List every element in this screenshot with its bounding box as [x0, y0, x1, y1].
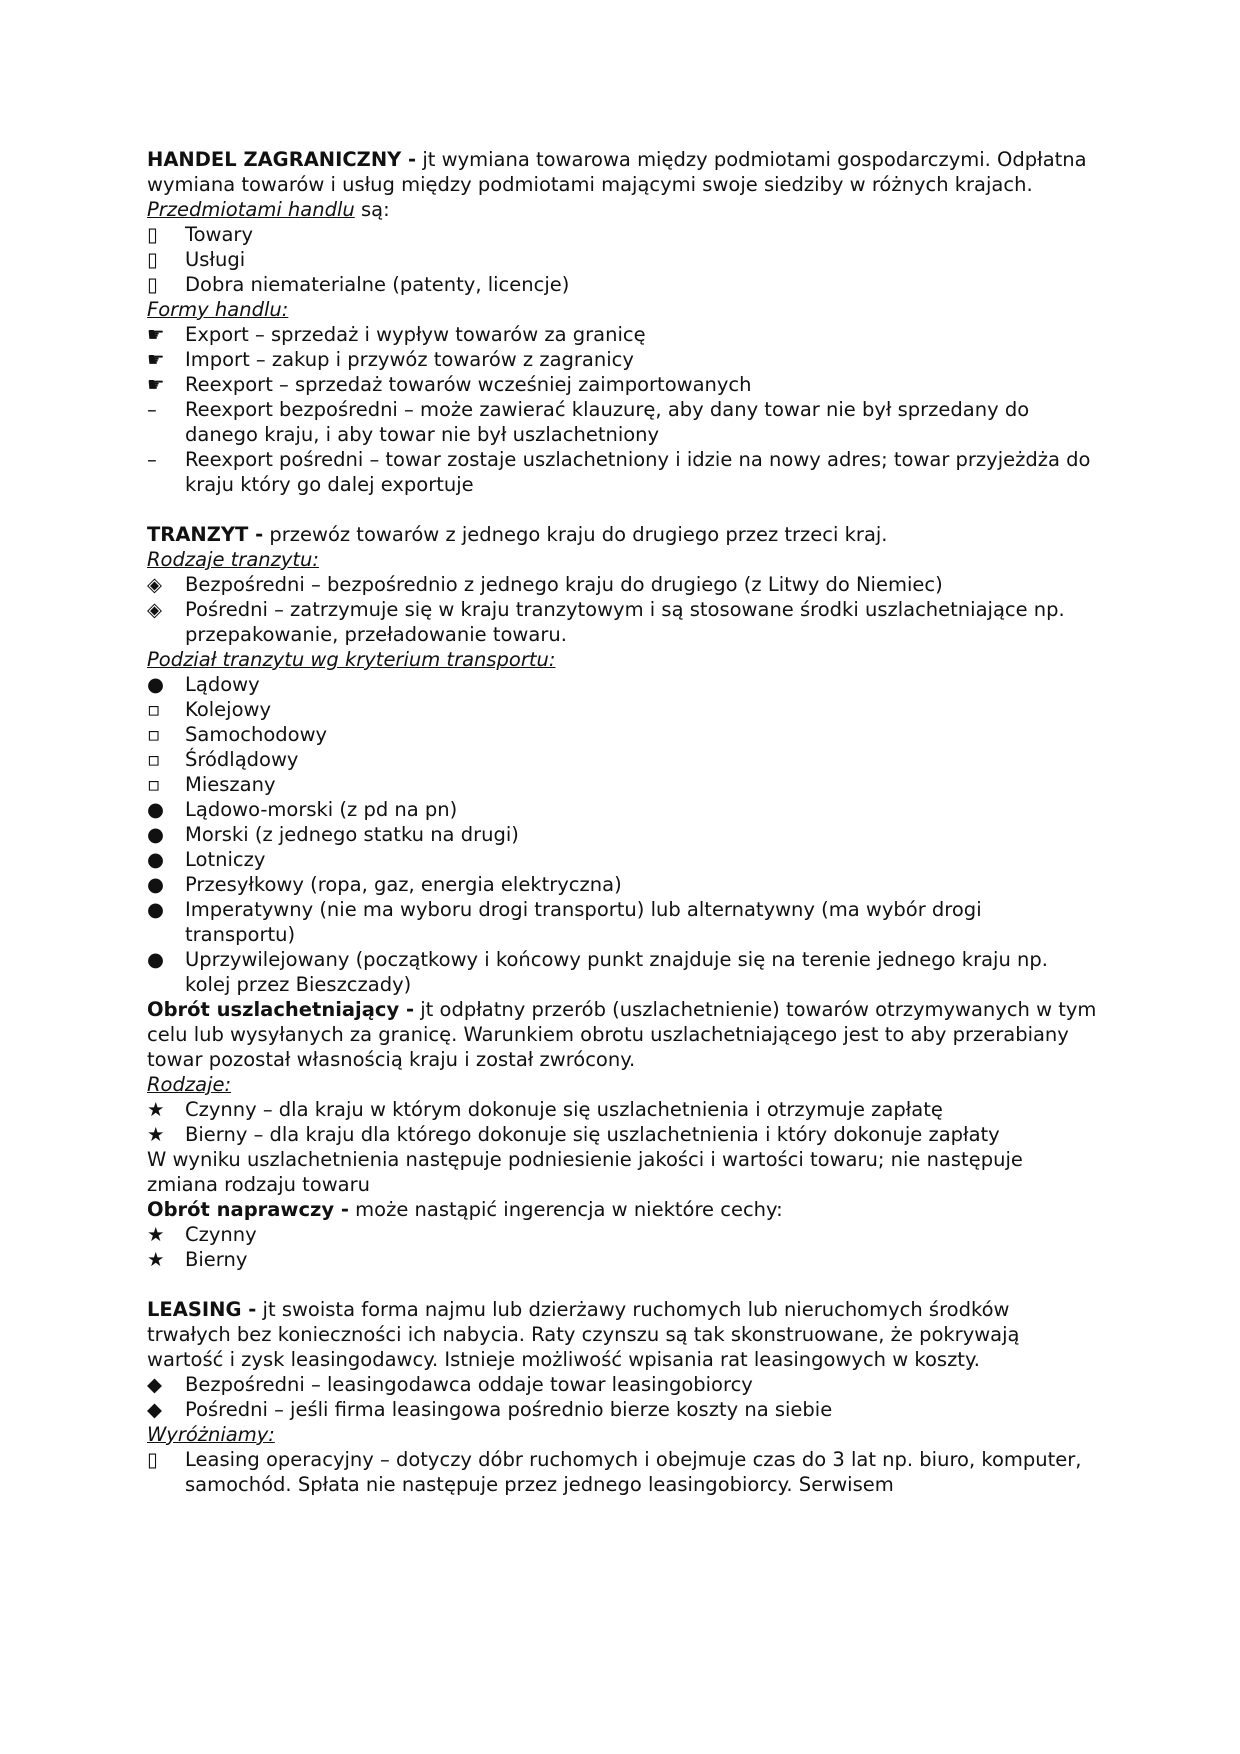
- star-bullet-icon: ★: [147, 1123, 165, 1146]
- list-item-text: Import – zakup i przywóz towarów z zagranicy: [185, 348, 634, 371]
- list-item: [147, 447, 1097, 497]
- list-item: [147, 1247, 1097, 1272]
- leasing-definition: LEASING - jt swoista forma najmu lub dzierżawy ruchomych lub nieruchomych środków trwałych bez konieczności ich nabycia. Raty czynszu są tak skonstruowane, że pokrywają wartość i zysk leasingodawcy. Istnieje możliwość wpisania rat leasingowych w koszty.: [147, 1298, 1020, 1371]
- obrot-napr-title: Obrót naprawczy -: [147, 1198, 349, 1221]
- obrot-rodzaje-list: [147, 1097, 1097, 1147]
- hand-bullet-icon: ☛: [147, 373, 165, 396]
- list-item-text: Reexport bezpośredni – może zawierać klauzurę, aby dany towar nie był sprzedany do danego kraju, i aby towar nie był uszlachetniony: [185, 398, 1030, 446]
- diamond-dot-bullet-icon: ◈: [147, 573, 162, 596]
- list-item-text: Pośredni – jeśli firma leasingowa pośrednio bierze koszty na siebie: [185, 1398, 833, 1421]
- square-bullet-icon: ▫: [147, 698, 161, 721]
- list-item: [147, 772, 1097, 797]
- list-item: [147, 747, 1097, 772]
- list-item: [147, 597, 1097, 647]
- leasing-rodzaje-list: [147, 1372, 1097, 1422]
- box-bullet-icon: ▯: [147, 248, 158, 271]
- list-item: [147, 272, 1097, 297]
- obrot-napr-definition: Obrót naprawczy - może nastąpić ingerencja w niektóre cechy:: [147, 1198, 783, 1221]
- list-item: [147, 347, 1097, 372]
- list-item-text: Bierny – dla kraju dla którego dokonuje się uszlachetnienia i który dokonuje zapłaty: [185, 1123, 1000, 1146]
- list-item-text: Reexport – sprzedaż towarów wcześniej zaimportowanych: [185, 373, 752, 396]
- list-item-text: Pośredni – zatrzymuje się w kraju tranzytowym i są stosowane środki uszlachetniające np. przepakowanie, przeładowanie towaru.: [185, 598, 1065, 646]
- list-item-text: Usługi: [185, 248, 246, 271]
- handel-definition: HANDEL ZAGRANICZNY - jt wymiana towarowa między podmiotami gospodarczymi. Odpłatna wymiana towarów i usług między podmiotami mającymi swoje siedziby w różnych krajach.: [147, 148, 1087, 196]
- list-item: [147, 722, 1097, 747]
- list-item: [147, 847, 1097, 872]
- list-item: [147, 247, 1097, 272]
- list-item-text: Przesyłkowy (ropa, gaz, energia elektryczna): [185, 873, 622, 896]
- box-bullet-icon: ▯: [147, 223, 158, 246]
- list-item: [147, 1397, 1097, 1422]
- list-item: [147, 1222, 1097, 1247]
- list-item: [147, 572, 1097, 597]
- przedmioty-list: [147, 222, 1097, 297]
- list-item: [147, 672, 1097, 697]
- hand-bullet-icon: ☛: [147, 348, 165, 371]
- list-item: [147, 1447, 1097, 1497]
- list-item: [147, 822, 1097, 847]
- formy-list: [147, 322, 1097, 397]
- list-item-text: Samochodowy: [185, 723, 328, 746]
- list-item: [147, 1372, 1097, 1397]
- przedmioty-heading: Przedmiotami handlu są:: [147, 198, 390, 221]
- dot-bullet-icon: ●: [147, 948, 165, 971]
- star-bullet-icon: ★: [147, 1248, 165, 1271]
- list-item-text: Uprzywilejowany (początkowy i końcowy punkt znajduje się na terenie jednego kraju np. kolej przez Bieszczady): [185, 948, 1048, 996]
- obrot-rodzaje-heading: Rodzaje:: [147, 1073, 232, 1096]
- list-item: [147, 222, 1097, 247]
- list-item: [147, 1122, 1097, 1147]
- list-item: [147, 397, 1097, 447]
- list-item-text: Leasing operacyjny – dotyczy dóbr ruchomych i obejmuje czas do 3 lat np. biuro, komputer, samochód. Spłata nie następuje przez jednego leasingobiorcy. Serwisem: [185, 1448, 1082, 1496]
- list-item-text: Bierny: [185, 1248, 248, 1271]
- dash-bullet-icon: –: [147, 448, 157, 471]
- wyrozniamy-list: [147, 1447, 1097, 1497]
- podzial-heading: Podział tranzytu wg kryterium transportu:: [147, 648, 556, 671]
- list-item-text: Śródlądowy: [185, 748, 299, 771]
- dot-bullet-icon: ●: [147, 823, 165, 846]
- podzial-list: [147, 672, 1097, 997]
- list-item-text: Imperatywny (nie ma wyboru drogi transportu) lub alternatywny (ma wybór drogi transportu): [185, 898, 982, 946]
- list-item-text: Towary: [185, 223, 253, 246]
- list-item-text: Kolejowy: [185, 698, 271, 721]
- square-bullet-icon: ▫: [147, 748, 161, 771]
- document-page: [147, 147, 1097, 1497]
- list-item: [147, 797, 1097, 822]
- dot-bullet-icon: ●: [147, 673, 165, 696]
- list-item: [147, 1097, 1097, 1122]
- list-item: [147, 697, 1097, 722]
- list-item-text: Bezpośredni – leasingodawca oddaje towar leasingobiorcy: [185, 1373, 753, 1396]
- dash-bullet-icon: –: [147, 398, 157, 421]
- obrot-note: W wyniku uszlachetnienia następuje podniesienie jakości i wartości towaru; nie następuje zmiana rodzaju towaru: [147, 1148, 1023, 1196]
- dot-bullet-icon: ●: [147, 898, 165, 921]
- diamond-dot-bullet-icon: ◈: [147, 598, 162, 621]
- wyrozniamy-heading: Wyróżniamy:: [147, 1423, 275, 1446]
- formy-heading: Formy handlu:: [147, 298, 289, 321]
- leasing-title: LEASING -: [147, 1298, 257, 1321]
- list-item-text: Lądowo-morski (z pd na pn): [185, 798, 458, 821]
- star-bullet-icon: ★: [147, 1098, 165, 1121]
- box-bullet-icon: ▯: [147, 273, 158, 296]
- list-item-text: Lądowy: [185, 673, 260, 696]
- tranzyt-definition: TRANZYT - przewóz towarów z jednego kraju do drugiego przez trzeci kraj.: [147, 523, 888, 546]
- obrot-napr-list: [147, 1222, 1097, 1272]
- tranzyt-title: TRANZYT -: [147, 523, 264, 546]
- list-item-text: Dobra niematerialne (patenty, licencje): [185, 273, 570, 296]
- dot-bullet-icon: ●: [147, 873, 165, 896]
- diamond-bullet-icon: ◆: [147, 1373, 162, 1396]
- diamond-bullet-icon: ◆: [147, 1398, 162, 1421]
- square-bullet-icon: ▫: [147, 723, 161, 746]
- hand-bullet-icon: ☛: [147, 323, 165, 346]
- list-item-text: Czynny: [185, 1223, 257, 1246]
- dot-bullet-icon: ●: [147, 798, 165, 821]
- list-item-text: Reexport pośredni – towar zostaje uszlachetniony i idzie na nowy adres; towar przyjeżdża do kraju który go dalej exportuje: [185, 448, 1091, 496]
- obrot-uszl-definition: Obrót uszlachetniający - jt odpłatny przerób (uszlachetnienie) towarów otrzymywanych w tym celu lub wysyłanych za granicę. Warunkiem obrotu uszlachetniającego jest to aby przerabiany towar pozostał własnością kraju i został zwrócony.: [147, 998, 1097, 1071]
- handel-title: HANDEL ZAGRANICZNY -: [147, 148, 417, 171]
- list-item-text: Lotniczy: [185, 848, 266, 871]
- square-bullet-icon: ▫: [147, 773, 161, 796]
- list-item-text: Bezpośredni – bezpośrednio z jednego kraju do drugiego (z Litwy do Niemiec): [185, 573, 943, 596]
- list-item-text: Czynny – dla kraju w którym dokonuje się uszlachetnienia i otrzymuje zapłatę: [185, 1098, 943, 1121]
- list-item: [147, 372, 1097, 397]
- list-item-text: Mieszany: [185, 773, 276, 796]
- list-item: [147, 897, 1097, 947]
- list-item: [147, 322, 1097, 347]
- rodzaje-tranzytu-heading: Rodzaje tranzytu:: [147, 548, 319, 571]
- obrot-uszl-title: Obrót uszlachetniający -: [147, 998, 415, 1021]
- star-bullet-icon: ★: [147, 1223, 165, 1246]
- list-item-text: Morski (z jednego statku na drugi): [185, 823, 519, 846]
- list-item: [147, 872, 1097, 897]
- list-item-text: Export – sprzedaż i wypływ towarów za granicę: [185, 323, 646, 346]
- dot-bullet-icon: ●: [147, 848, 165, 871]
- list-item: [147, 947, 1097, 997]
- reexport-list: [147, 397, 1097, 497]
- tranzyt-rodzaje-list: [147, 572, 1097, 647]
- box-bullet-icon: ▯: [147, 1448, 158, 1471]
